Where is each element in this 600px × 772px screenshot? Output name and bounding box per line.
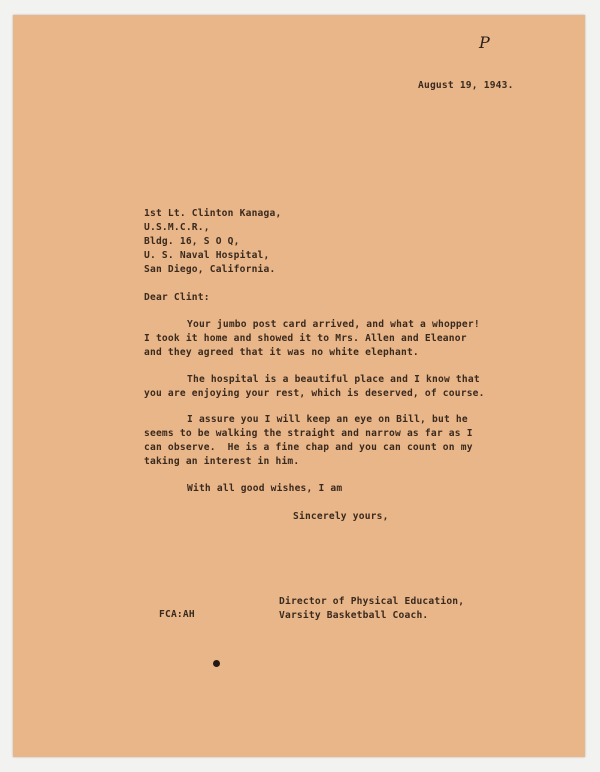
body-line: can observe. He is a fine chap and you can count on my (144, 442, 473, 453)
body-line: you are enjoying your rest, which is deserved, of course. (144, 388, 485, 399)
letter-page (13, 15, 585, 757)
body-line: Your jumbo post card arrived, and what a whopper! (187, 319, 480, 330)
address-line: U. S. Naval Hospital, (144, 250, 270, 261)
body-line: taking an interest in him. (144, 456, 300, 467)
address-line: Bldg. 16, S O Q, (144, 236, 240, 247)
body-line: The hospital is a beautiful place and I know that (187, 374, 480, 385)
signature-title-line: Varsity Basketball Coach. (279, 610, 429, 621)
signature-title-line: Director of Physical Education, (279, 596, 465, 607)
closing: Sincerely yours, (293, 511, 389, 522)
address-line: 1st Lt. Clinton Kanaga, (144, 208, 282, 219)
typist-initials: FCA:AH (159, 609, 195, 620)
address-line: San Diego, California. (144, 264, 276, 275)
handwritten-mark: P (479, 33, 490, 52)
body-line: and they agreed that it was no white elephant. (144, 347, 419, 358)
body-line: I took it home and showed it to Mrs. Allen and Eleanor (144, 333, 467, 344)
salutation: Dear Clint: (144, 292, 210, 303)
punch-hole (213, 660, 220, 667)
body-line: seems to be walking the straight and narrow as far as I (144, 428, 473, 439)
address-line: U.S.M.C.R., (144, 222, 210, 233)
body-line: I assure you I will keep an eye on Bill, but he (187, 414, 468, 425)
letter-date: August 19, 1943. (418, 80, 514, 91)
body-line: With all good wishes, I am (187, 483, 343, 494)
